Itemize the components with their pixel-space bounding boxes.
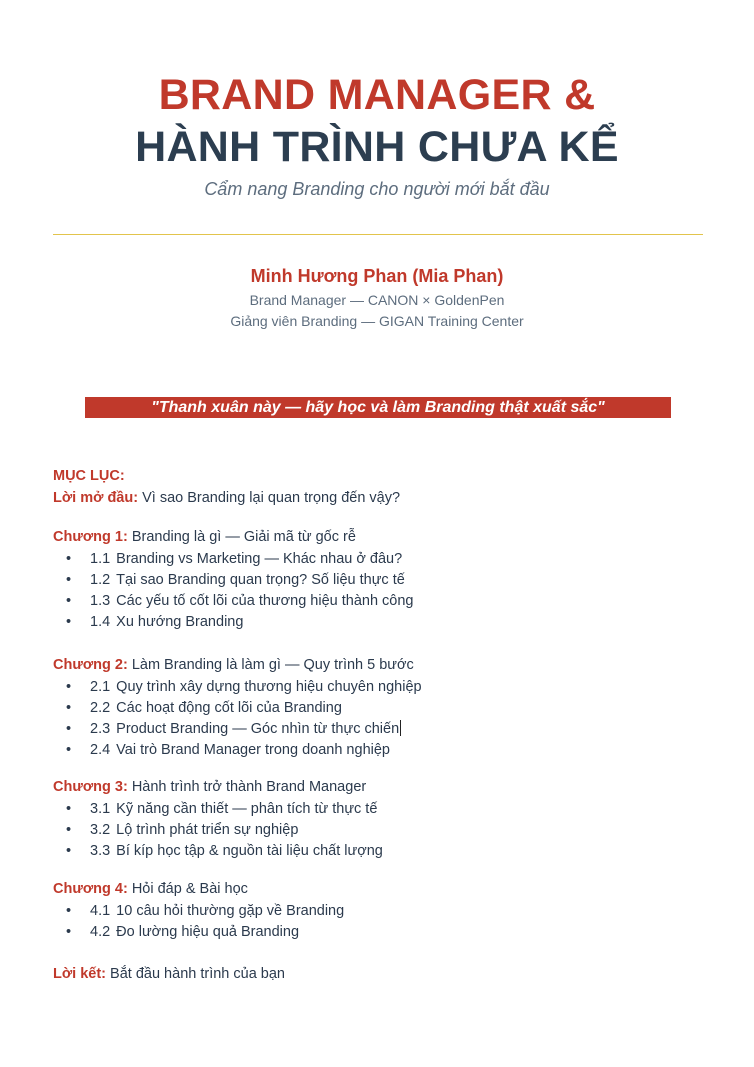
author-name: Minh Hương Phan (Mia Phan) (250, 266, 504, 286)
chapter-3-heading (53, 777, 366, 797)
toc-item-4-2 (66, 922, 299, 942)
item-text: Đo lường hiệu quả Branding (116, 924, 300, 940)
item-number: 4.2 (90, 924, 111, 940)
item-number: 3.2 (90, 822, 111, 838)
toc-item-1-4 (66, 612, 243, 632)
toc-outro (53, 964, 285, 984)
item-text: 10 câu hỏi thường gặp về Branding (116, 903, 345, 919)
chapter-3-title: Hành trình trở thành Brand Manager (131, 779, 367, 795)
author-role-2: Giảng viên Branding — GIGAN Training Center (230, 313, 524, 329)
toc-item-1-2 (66, 570, 405, 590)
toc-item-4-1 (66, 901, 344, 921)
item-number: 2.3 (90, 721, 111, 737)
bullet-icon: • (66, 551, 72, 567)
toc-item-2-1 (66, 677, 422, 697)
bullet-icon: • (66, 614, 72, 630)
item-text: Product Branding — Góc nhìn từ thực chiến (116, 721, 400, 737)
toc-outro-label: Lời kết: (53, 966, 107, 982)
bullet-icon: • (66, 679, 72, 695)
toc-item-2-2 (66, 698, 342, 718)
item-number: 1.2 (90, 572, 111, 588)
chapter-2-title: Làm Branding là làm gì — Quy trình 5 bước (131, 657, 414, 673)
item-text: Lộ trình phát triển sự nghiệp (116, 822, 299, 838)
toc-outro-text: Bắt đầu hành trình của bạn (110, 966, 285, 982)
item-number: 2.1 (90, 679, 111, 695)
toc-intro-text: Vì sao Branding lại quan trọng đến vậy? (142, 490, 401, 506)
bullet-icon: • (66, 572, 72, 588)
bullet-icon: • (66, 843, 72, 859)
item-number: 3.1 (90, 801, 111, 817)
item-text: Bí kíp học tập & nguồn tài liệu chất lượng (116, 843, 383, 859)
chapter-4-title: Hỏi đáp & Bài học (131, 881, 248, 897)
item-text: Vai trò Brand Manager trong doanh nghiệp (116, 742, 390, 758)
item-text: Xu hướng Branding (116, 614, 244, 630)
item-number: 2.2 (90, 700, 111, 716)
bullet-icon: • (66, 742, 72, 758)
chapter-4-label: Chương 4: (53, 881, 128, 897)
item-text: Các yếu tố cốt lõi của thương hiệu thành công (116, 593, 414, 609)
toc-item-3-1 (66, 799, 377, 819)
bullet-icon: • (66, 593, 72, 609)
toc-intro-label: Lời mở đầu: (53, 490, 139, 506)
item-text: Quy trình xây dựng thương hiệu chuyên nghiệp (116, 679, 422, 695)
author-role-1: Brand Manager — CANON × GoldenPen (249, 292, 505, 308)
toc-item-1-1 (66, 549, 402, 569)
title-line-2: HÀNH TRÌNH CHƯA KỂ (135, 123, 619, 171)
item-text: Tại sao Branding quan trọng? Số liệu thực tế (116, 572, 405, 588)
bullet-icon: • (66, 801, 72, 817)
bullet-icon: • (66, 903, 72, 919)
item-text: Các hoạt động cốt lõi của Branding (116, 700, 342, 716)
toc-intro (53, 488, 400, 508)
chapter-4-heading (53, 879, 248, 899)
item-text: Kỹ năng cần thiết — phân tích từ thực tế (116, 801, 378, 817)
chapter-1-title: Branding là gì — Giải mã từ gốc rễ (131, 529, 356, 545)
toc-heading: MỤC LỤC: (53, 468, 125, 484)
bullet-icon: • (66, 924, 72, 940)
divider (53, 234, 703, 235)
chapter-1-heading (53, 527, 356, 547)
toc-item-2-4 (66, 740, 390, 760)
chapter-2-label: Chương 2: (53, 657, 128, 673)
item-number: 3.3 (90, 843, 111, 859)
text-cursor (400, 720, 401, 736)
bullet-icon: • (66, 721, 72, 737)
bullet-icon: • (66, 822, 72, 838)
toc-item-1-3 (66, 591, 414, 611)
chapter-2-heading (53, 655, 414, 675)
item-text: Branding vs Marketing — Khác nhau ở đâu? (116, 551, 403, 567)
quote-banner: "Thanh xuân này — hãy học và làm Branding thật xuất sắc" (85, 397, 671, 418)
toc-item-3-3 (66, 841, 383, 861)
toc-item-2-3 (66, 719, 401, 739)
chapter-1-label: Chương 1: (53, 529, 128, 545)
item-number: 1.1 (90, 551, 111, 567)
title-line-1: BRAND MANAGER & (158, 71, 596, 119)
toc-item-3-2 (66, 820, 298, 840)
item-number: 2.4 (90, 742, 111, 758)
item-number: 1.3 (90, 593, 111, 609)
item-number: 4.1 (90, 903, 111, 919)
chapter-3-label: Chương 3: (53, 779, 128, 795)
subtitle: Cẩm nang Branding cho người mới bắt đầu (204, 179, 550, 199)
item-number: 1.4 (90, 614, 111, 630)
bullet-icon: • (66, 700, 72, 716)
